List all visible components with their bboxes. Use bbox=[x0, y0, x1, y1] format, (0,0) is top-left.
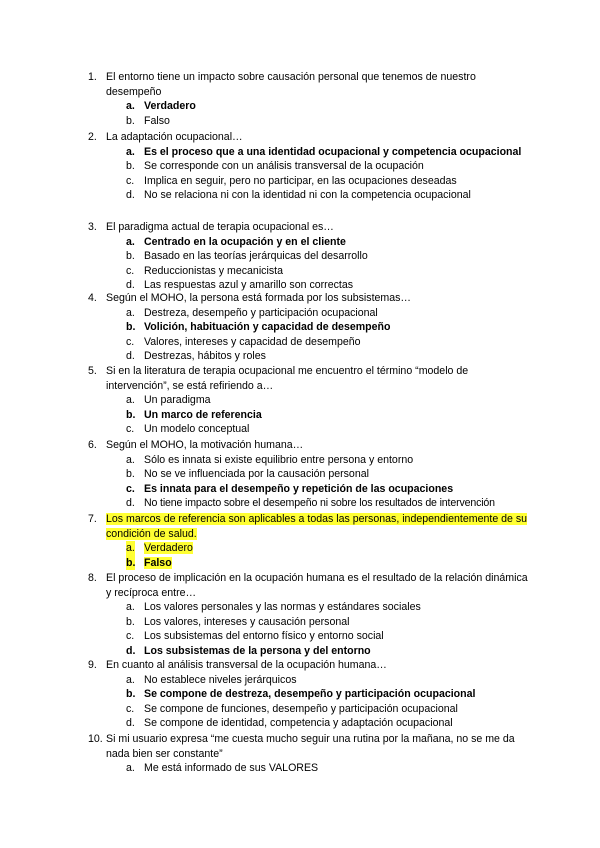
option-letter: b. bbox=[126, 468, 135, 481]
option-item bbox=[126, 306, 528, 321]
option-item bbox=[126, 541, 528, 556]
option-text: Verdadero bbox=[144, 100, 196, 113]
option-list bbox=[88, 99, 528, 128]
option-letter: b. bbox=[126, 615, 135, 628]
option-item bbox=[126, 188, 528, 203]
question-text: Los marcos de referencia son aplicables a todas las personas, independientemente de su condición de salud. bbox=[106, 513, 528, 540]
question-number: 2. bbox=[88, 131, 97, 143]
option-text: Se compone de funciones, desempeño y participación ocupacional bbox=[144, 702, 458, 715]
option-letter: d. bbox=[126, 189, 135, 202]
question-2 bbox=[88, 130, 528, 203]
option-text: No establece niveles jerárquicos bbox=[144, 673, 297, 686]
option-item bbox=[126, 615, 528, 630]
option-item bbox=[126, 702, 528, 717]
option-text: Los subsistemas de la persona y del entorno bbox=[144, 644, 371, 657]
question-number: 1. bbox=[88, 71, 97, 83]
option-item bbox=[126, 159, 528, 174]
option-list bbox=[88, 453, 528, 511]
option-text: Me está informado de sus VALORES bbox=[144, 762, 319, 775]
option-item bbox=[126, 673, 528, 688]
option-list bbox=[88, 600, 528, 658]
option-item bbox=[126, 422, 528, 437]
option-letter: b. bbox=[126, 556, 136, 569]
option-text: Destreza, desempeño y participación ocupacional bbox=[144, 306, 378, 319]
option-text: Sólo es innata si existe equilibrio entre persona y entorno bbox=[144, 453, 414, 466]
option-item bbox=[126, 556, 528, 571]
question-9 bbox=[88, 658, 528, 731]
option-list bbox=[88, 145, 528, 203]
option-item bbox=[126, 249, 528, 264]
option-text: No tiene impacto sobre el desempeño ni sobre los resultados de intervención bbox=[144, 497, 495, 510]
question-8 bbox=[88, 571, 528, 659]
option-text: Se corresponde con un análisis transversal de la ocupación bbox=[144, 160, 424, 173]
question-text: Si en la literatura de terapia ocupacional me encuentro el término “modelo de intervención”, se está refiriendo a… bbox=[106, 365, 469, 392]
option-letter: d. bbox=[126, 644, 136, 657]
option-item bbox=[126, 453, 528, 468]
option-item bbox=[126, 644, 528, 659]
option-list bbox=[88, 673, 528, 731]
question-6 bbox=[88, 438, 528, 511]
option-letter: a. bbox=[126, 394, 135, 407]
question-text: Si mi usuario expresa “me cuesta mucho seguir una rutina por la mañana, no se me da nada bien ser constante” bbox=[106, 733, 515, 760]
option-text: Se compone de identidad, competencia y adaptación ocupacional bbox=[144, 717, 453, 730]
question-text: El proceso de implicación en la ocupación humana es el resultado de la relación dinámica y recíproca entre… bbox=[106, 572, 528, 599]
option-item bbox=[126, 264, 528, 279]
option-item bbox=[126, 145, 528, 160]
option-letter: c. bbox=[126, 264, 135, 277]
option-letter: b. bbox=[126, 408, 136, 421]
option-letter: a. bbox=[126, 306, 135, 319]
option-letter: a. bbox=[126, 235, 135, 248]
option-item bbox=[126, 629, 528, 644]
option-letter: c. bbox=[126, 174, 135, 187]
option-item bbox=[126, 467, 528, 482]
question-1 bbox=[88, 70, 528, 128]
question-text: En cuanto al análisis transversal de la ocupación humana… bbox=[106, 659, 387, 671]
option-text: Valores, intereses y capacidad de desempeño bbox=[144, 335, 361, 348]
question-number: 10. bbox=[88, 733, 103, 745]
option-letter: a. bbox=[126, 100, 135, 113]
option-text: Falso bbox=[144, 556, 172, 569]
option-text: Destrezas, hábitos y roles bbox=[144, 350, 266, 363]
option-text: Centrado en la ocupación y en el cliente bbox=[144, 235, 346, 248]
option-letter: c. bbox=[126, 630, 135, 643]
option-list bbox=[88, 306, 528, 364]
option-text: Las respuestas azul y amarillo son correctas bbox=[144, 279, 354, 292]
option-text: Falso bbox=[144, 114, 170, 127]
option-text: Verdadero bbox=[144, 542, 193, 555]
question-number: 4. bbox=[88, 292, 97, 304]
option-item bbox=[126, 114, 528, 129]
option-text: Un marco de referencia bbox=[144, 408, 262, 421]
option-letter: b. bbox=[126, 321, 136, 334]
question-number: 6. bbox=[88, 439, 97, 451]
option-letter: c. bbox=[126, 423, 135, 436]
option-text: Se compone de destreza, desempeño y participación ocupacional bbox=[144, 688, 476, 701]
option-letter: a. bbox=[126, 762, 135, 775]
question-3 bbox=[88, 220, 528, 293]
option-letter: b. bbox=[126, 688, 136, 701]
option-letter: d. bbox=[126, 350, 135, 363]
question-number: 3. bbox=[88, 221, 97, 233]
option-item bbox=[126, 408, 528, 423]
question-text: La adaptación ocupacional… bbox=[106, 131, 243, 143]
option-text: Implica en seguir, pero no participar, en las ocupaciones deseadas bbox=[144, 174, 457, 187]
option-list bbox=[88, 541, 528, 570]
option-text: No se ve influenciada por la causación personal bbox=[144, 468, 369, 481]
option-item bbox=[126, 320, 528, 335]
option-item bbox=[126, 335, 528, 350]
question-5 bbox=[88, 364, 528, 437]
option-text: Un modelo conceptual bbox=[144, 423, 250, 436]
option-letter: a. bbox=[126, 542, 135, 555]
option-letter: c. bbox=[126, 702, 135, 715]
option-text-wrapper bbox=[144, 541, 528, 556]
option-item bbox=[126, 235, 528, 250]
option-letter: a. bbox=[126, 673, 135, 686]
option-text: Basado en las teorías jerárquicas del desarrollo bbox=[144, 250, 368, 263]
question-number: 9. bbox=[88, 659, 97, 671]
option-letter: d. bbox=[126, 497, 135, 510]
option-letter: c. bbox=[126, 335, 135, 348]
question-10 bbox=[88, 732, 528, 776]
option-letter: c. bbox=[126, 482, 135, 495]
question-4 bbox=[88, 291, 528, 364]
option-letter: a. bbox=[126, 453, 135, 466]
question-number: 5. bbox=[88, 365, 97, 377]
option-text: Los subsistemas del entorno físico y entorno social bbox=[144, 630, 384, 643]
option-letter: b. bbox=[126, 114, 135, 127]
option-item bbox=[126, 174, 528, 189]
option-item bbox=[126, 99, 528, 114]
question-number: 7. bbox=[88, 513, 97, 525]
option-item bbox=[126, 761, 528, 776]
option-item bbox=[126, 600, 528, 615]
option-item bbox=[126, 482, 528, 497]
question-text: El paradigma actual de terapia ocupacional es… bbox=[106, 221, 334, 233]
question-text-wrapper bbox=[106, 512, 528, 541]
option-item bbox=[126, 716, 528, 731]
option-text: No se relaciona ni con la identidad ni con la competencia ocupacional bbox=[144, 189, 471, 202]
option-item bbox=[126, 687, 528, 702]
option-text: Es el proceso que a una identidad ocupacional y competencia ocupacional bbox=[144, 145, 522, 158]
option-text-wrapper bbox=[144, 556, 528, 571]
option-text: Volición, habituación y capacidad de desempeño bbox=[144, 321, 391, 334]
question-text: Según el MOHO, la motivación humana… bbox=[106, 439, 304, 451]
option-text: Los valores personales y las normas y estándares sociales bbox=[144, 601, 421, 614]
option-letter: d. bbox=[126, 279, 135, 292]
option-text: Un paradigma bbox=[144, 394, 211, 407]
option-letter: d. bbox=[126, 717, 135, 730]
option-item bbox=[126, 393, 528, 408]
question-number: 8. bbox=[88, 572, 97, 584]
option-letter: b. bbox=[126, 250, 135, 263]
option-text: Los valores, intereses y causación personal bbox=[144, 615, 350, 628]
question-7 bbox=[88, 512, 528, 570]
option-list bbox=[88, 235, 528, 293]
option-letter: b. bbox=[126, 160, 135, 173]
option-text: Es innata para el desempeño y repetición de las ocupaciones bbox=[144, 482, 454, 495]
option-letter: a. bbox=[126, 601, 135, 614]
option-list bbox=[88, 393, 528, 437]
question-text: El entorno tiene un impacto sobre causación personal que tenemos de nuestro desempeño bbox=[106, 71, 476, 98]
option-list bbox=[88, 761, 528, 776]
option-item bbox=[126, 349, 528, 364]
option-text: Reduccionistas y mecanicista bbox=[144, 264, 283, 277]
question-text: Según el MOHO, la persona está formada por los subsistemas… bbox=[106, 292, 412, 304]
option-item bbox=[126, 496, 528, 511]
option-letter: a. bbox=[126, 145, 135, 158]
